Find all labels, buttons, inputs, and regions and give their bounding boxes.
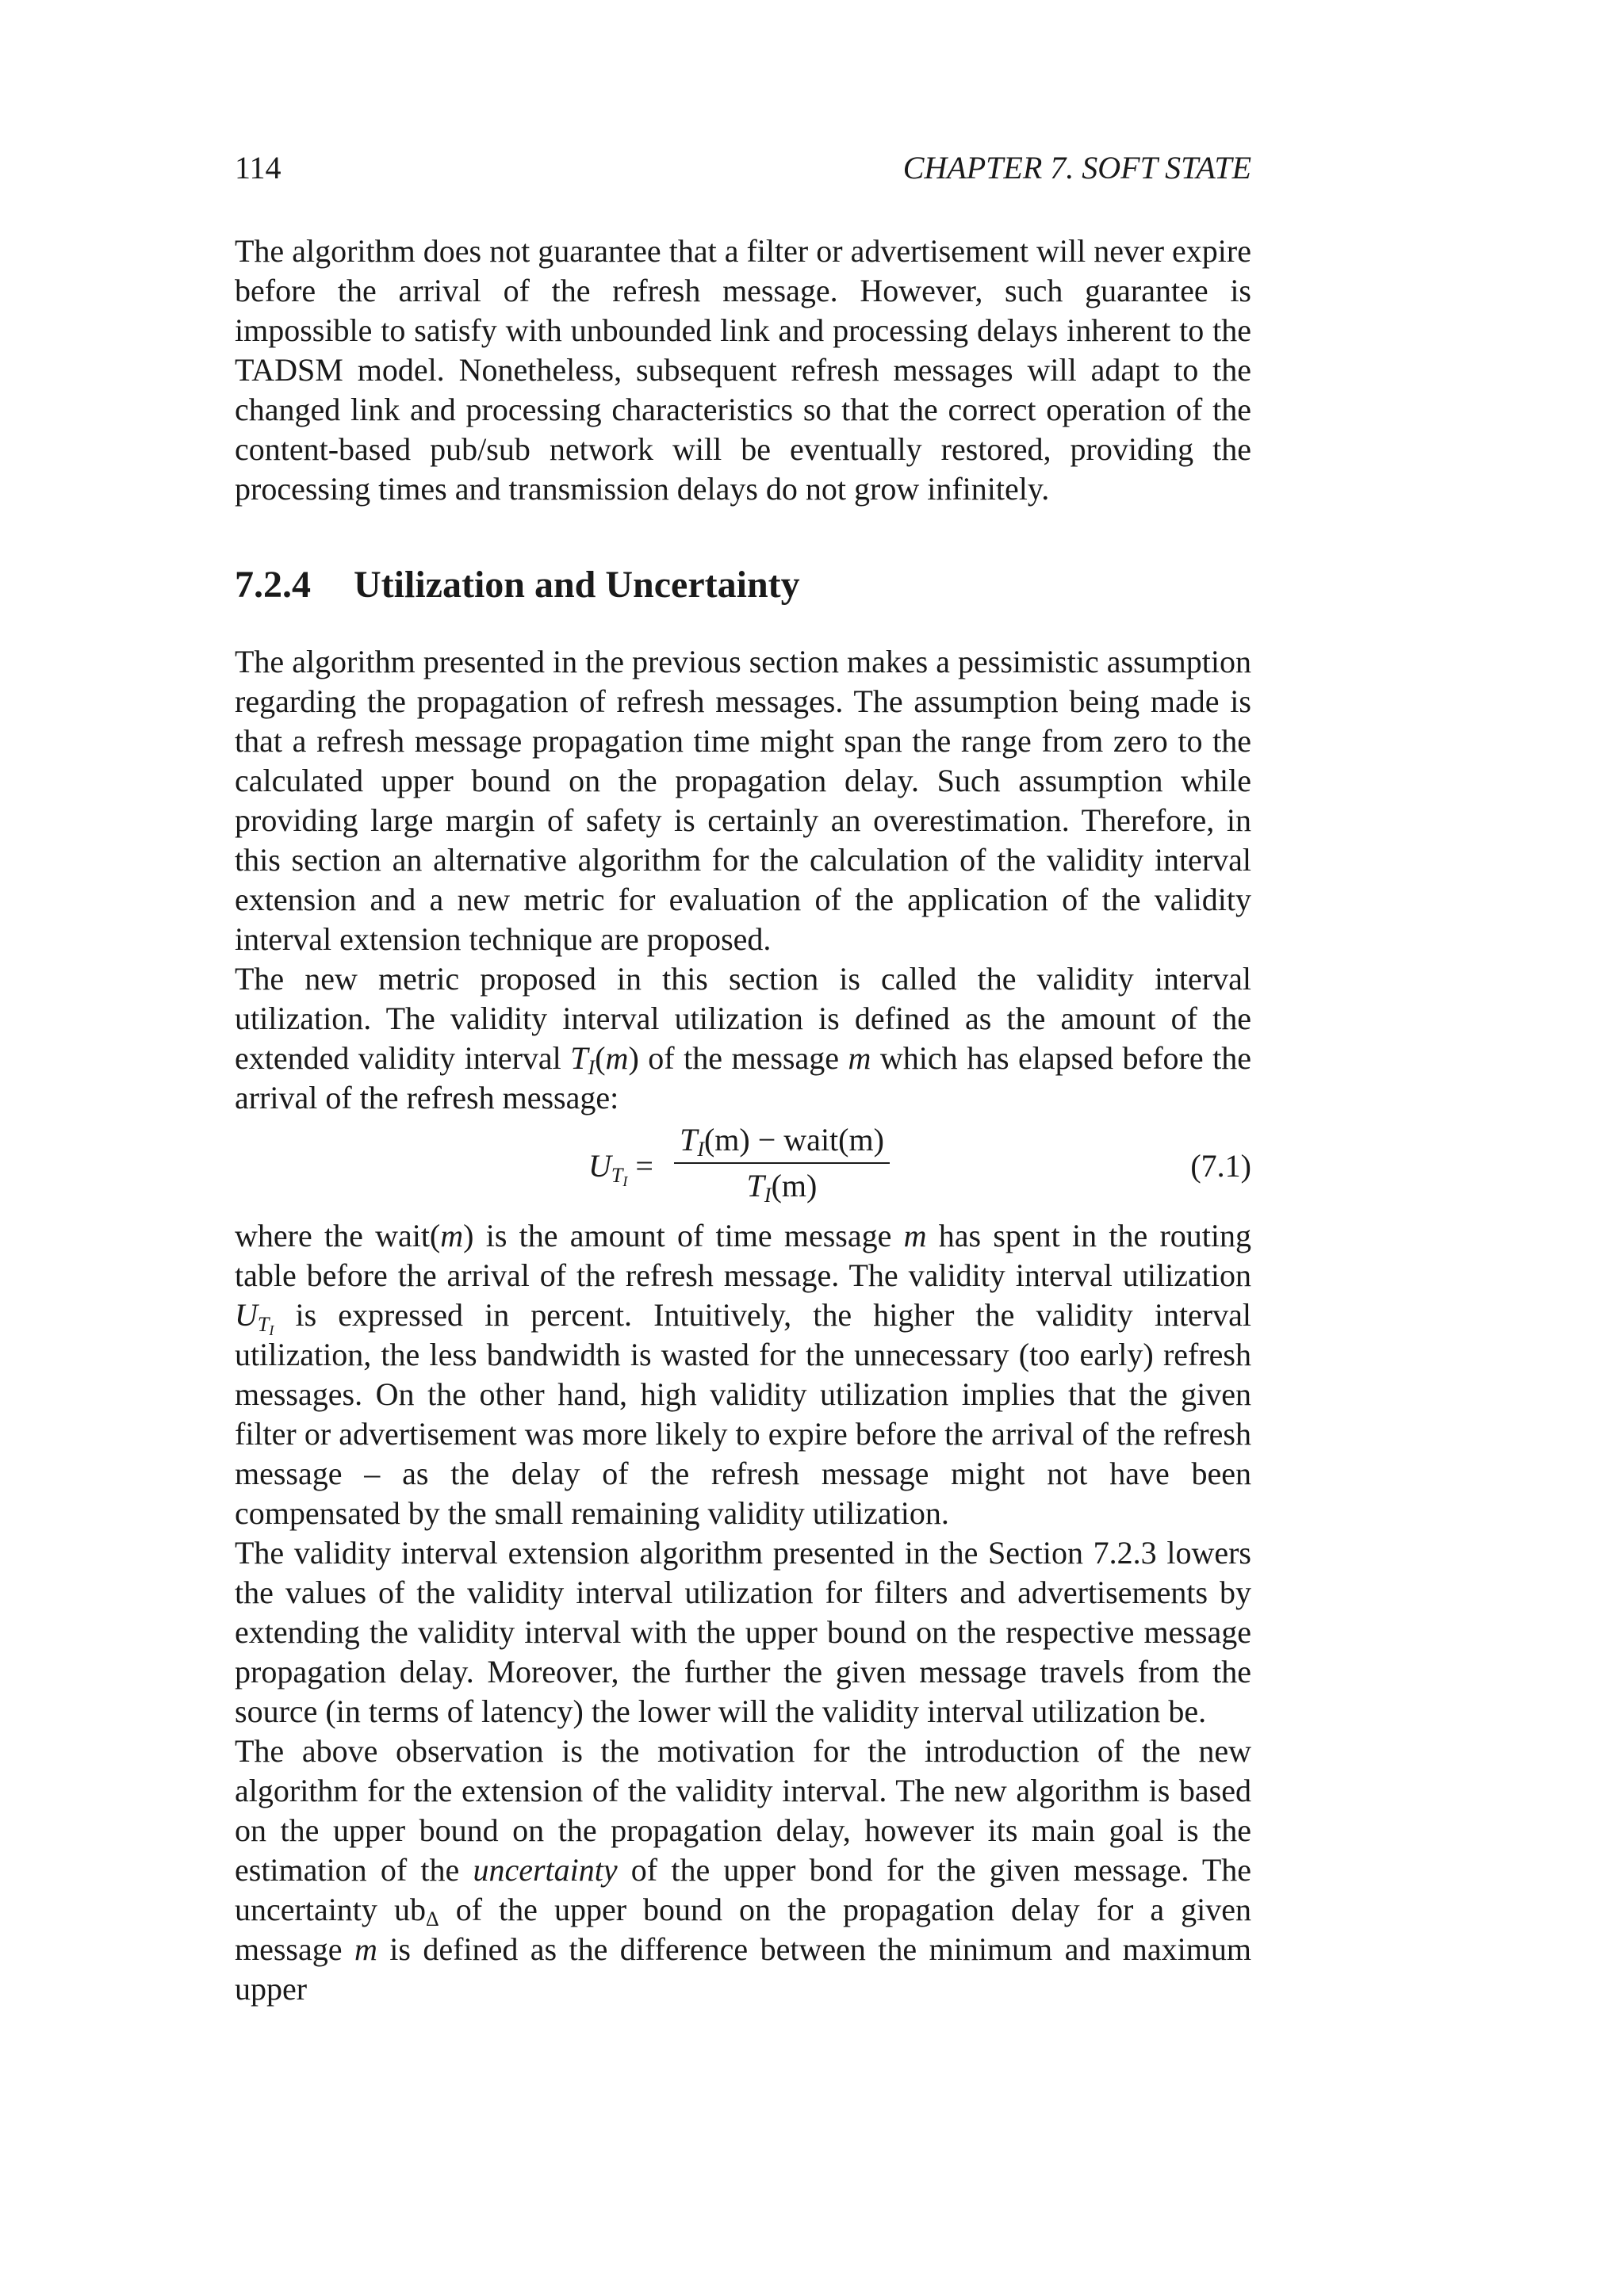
math-subscript: Δ	[425, 1908, 439, 1931]
text-run: of the upper bound on the propagation delay for a given message	[235, 1892, 1251, 1967]
paragraph-2: The algorithm presented in the previous section makes a pessimistic assumption regarding the propagation of refresh messages. The assumption being made is that a refresh message propagation time might span the range from zero to the calculated upper bound on the propagation delay. Such assumption while providing large margin of safety is certainly an overestimation. Therefore, in this section an alternative algorithm for the calculation of the validity interval extension and a new metric for evaluation of the application of the validity interval extension technique are proposed.	[235, 644, 1251, 957]
math-symbol: m	[354, 1931, 377, 1967]
math-subscript: T	[611, 1164, 623, 1187]
math-symbol: U	[588, 1148, 611, 1184]
math-subscript: I	[764, 1184, 772, 1207]
emphasis-text: uncertainty	[473, 1852, 618, 1888]
section-number: 7.2.4	[235, 564, 311, 606]
text-run: has spent in the routing table before the arrival of the refresh message. The validity interval utilization	[235, 1218, 1252, 1293]
page-number: 114	[235, 150, 282, 186]
math-symbol: m	[848, 1040, 871, 1076]
math-subscript: I	[588, 1056, 596, 1079]
paragraph-3	[235, 959, 1251, 1118]
text-run: of the upper bond for the given message. The uncertainty ub	[235, 1852, 1252, 1927]
text-run: where the wait(	[235, 1218, 441, 1253]
page-body	[235, 143, 1251, 2009]
math-symbol: T	[570, 1040, 588, 1076]
equation-number: (7.1)	[1190, 1148, 1251, 1184]
math-expression: (m)	[771, 1168, 818, 1203]
paragraph-6	[235, 1732, 1251, 2009]
text-run: ) is the amount of time message	[463, 1218, 904, 1253]
fraction-denominator	[674, 1164, 890, 1208]
text-run: is defined as the difference between the minimum and maximum upper	[235, 1931, 1251, 2007]
math-subscript: I	[269, 1322, 274, 1338]
math-subscript: T	[257, 1313, 270, 1336]
equals-sign: =	[635, 1148, 653, 1184]
text-run: (	[595, 1040, 606, 1076]
math-symbol: T	[746, 1168, 764, 1203]
text-run: ) of the message	[628, 1040, 848, 1076]
paragraph-4	[235, 1216, 1251, 1533]
equation-fraction	[674, 1118, 890, 1208]
text-run: which has elapsed before the arrival of the refresh message:	[235, 1040, 1252, 1115]
equation-7-1	[235, 1118, 1251, 1216]
text-run: The above observation is the motivation for the introduction of the new algorithm for the extension of the validity interval. The new algorithm is based on the upper bound on the propagation delay, however its main goal is the estimation of the	[235, 1733, 1251, 1888]
text-run: The new metric proposed in this section is called the validity interval utilization. The validity interval utilization is defined as the amount of the extended validity interval	[235, 961, 1251, 1076]
paragraph-5: The validity interval extension algorithm presented in the Section 7.2.3 lowers the values of the validity interval utilization for filters and advertisements by extending the validity interval with the upper bound on the respective message propagation delay. Moreover, the further the given message travels from the source (in terms of latency) the lower will the validity interval utilization be.	[235, 1535, 1251, 1729]
math-symbol: T	[680, 1122, 698, 1158]
chapter-title: CHAPTER 7. SOFT STATE	[902, 150, 1251, 186]
equation-lhs	[588, 1147, 653, 1189]
running-head	[235, 143, 1251, 193]
section-title: Utilization and Uncertainty	[354, 564, 800, 606]
section-heading	[235, 561, 1251, 609]
math-symbol: m	[605, 1040, 629, 1076]
math-subscript: I	[622, 1173, 628, 1189]
math-symbol: m	[903, 1218, 927, 1253]
fraction-numerator	[674, 1118, 890, 1162]
math-expression: (m) − wait(m)	[703, 1122, 884, 1158]
text-run: is expressed in percent. Intuitively, the higher the validity interval utilization, the less bandwidth is wasted for the unnecessary (too early) refresh messages. On the other hand, high validity utilization implies that the given filter or advertisement was more likely to expire before the arrival of the refresh message – as the delay of the refresh message might not have been compensated by the small remaining validity utilization.	[235, 1297, 1251, 1531]
math-symbol: m	[440, 1218, 464, 1253]
math-subscript: I	[697, 1138, 704, 1161]
math-symbol: U	[235, 1297, 258, 1333]
paragraph-1: The algorithm does not guarantee that a filter or advertisement will never expire before the arrival of the refresh message. However, such guarantee is impossible to satisfy with unbounded link and processing delays inherent to the TADSM model. Nonetheless, subsequent refresh messages will adapt to the changed link and processing characteristics so that the correct operation of the content-based pub/sub network will be eventually restored, providing the processing times and transmission delays do not grow infinitely.	[235, 233, 1251, 507]
